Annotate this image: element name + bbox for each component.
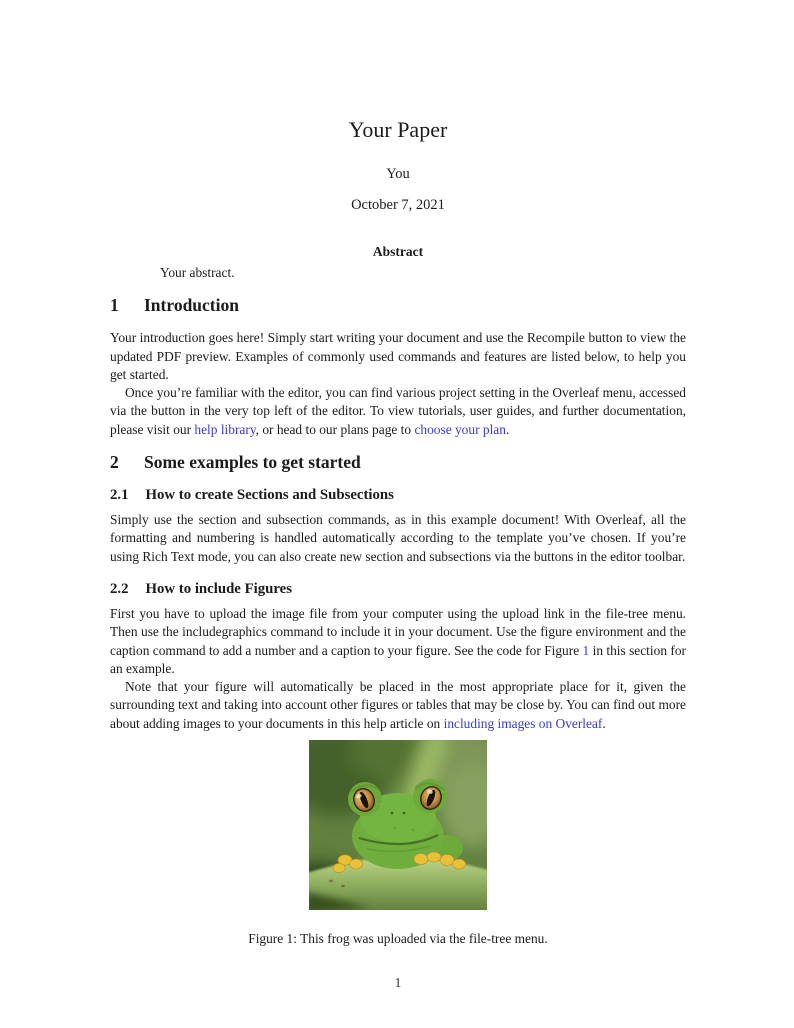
text-run: , or head to our plans page to xyxy=(255,421,415,437)
paper-date: October 7, 2021 xyxy=(351,197,445,213)
figure-1-caption: Figure 1: This frog was uploaded via the file-tree menu. xyxy=(248,931,548,947)
text-run: Note that your figure will automatically be placed in the most appropriate place for it, given the surrounding text and taking into account other figures or tables that may be close by. You can find out more about adding images to your documents in this help article on xyxy=(110,679,686,731)
text-run: . xyxy=(505,421,510,437)
section-2-number: 2 xyxy=(110,452,119,473)
subsection-2-2-paragraph-1 xyxy=(110,605,686,678)
page-number: 1 xyxy=(394,975,402,991)
text-run: Once you’re familiar with the editor, you can find various project setting in the Overleaf menu, accessed via the button in the very top left of the editor. To view tutorials, user guides, and further documentation, please visit our xyxy=(110,385,686,437)
subsection-2-2-heading xyxy=(110,580,686,599)
including-images-link[interactable]: including images on Overleaf xyxy=(443,715,603,731)
subsection-2-2-number: 2.2 xyxy=(110,580,129,597)
paper-title: Your Paper xyxy=(348,117,448,142)
section-1-title: Introduction xyxy=(144,295,239,316)
subsection-2-1-heading xyxy=(110,486,686,505)
intro-paragraph-2 xyxy=(110,384,686,439)
subsection-2-1-paragraph: Simply use the section and subsection commands, as in this example document! With Overleaf, all the formatting and numbering is handled automatically according to the template you’ve chosen. If you’re using Rich Text mode, you can also create new section and subsections via the buttons in the editor toolbar. xyxy=(110,512,686,564)
subsection-2-2-title: How to include Figures xyxy=(145,580,292,597)
paper-author: You xyxy=(386,166,410,182)
text-run: in this section for an example. xyxy=(110,642,686,676)
text-run: First you have to upload the image file from your computer using the upload link in the file-tree menu. Then use the includegraphics command to include it in your document. Use the figure environment and the caption command to add a number and a caption to your figure. See the code for Figure xyxy=(110,605,686,658)
abstract-body: Your abstract. xyxy=(160,265,235,280)
subsection-2-1-number: 2.1 xyxy=(110,487,129,504)
section-1-heading xyxy=(110,294,686,316)
section-2-title: Some examples to get started xyxy=(144,452,361,473)
section-2-heading xyxy=(110,451,686,473)
subsection-2-2-paragraph-2 xyxy=(110,678,686,733)
help-library-link[interactable]: help library xyxy=(194,421,256,437)
section-1-number: 1 xyxy=(110,295,119,316)
figure-1-ref-link[interactable]: 1 xyxy=(582,642,590,658)
choose-your-plan-link[interactable]: choose your plan xyxy=(414,421,506,437)
abstract-heading: Abstract xyxy=(372,244,424,259)
figure-1 xyxy=(110,740,686,948)
page-content xyxy=(0,117,794,992)
text-run: . xyxy=(602,715,606,731)
subsection-2-1-title: How to create Sections and Subsections xyxy=(145,487,394,504)
frog-photo xyxy=(309,740,487,910)
intro-paragraph-1: Your introduction goes here! Simply start writing your document and use the Recompile button to view the updated PDF preview. Examples of commonly used commands and features are listed below, to help you get started. xyxy=(110,330,686,382)
